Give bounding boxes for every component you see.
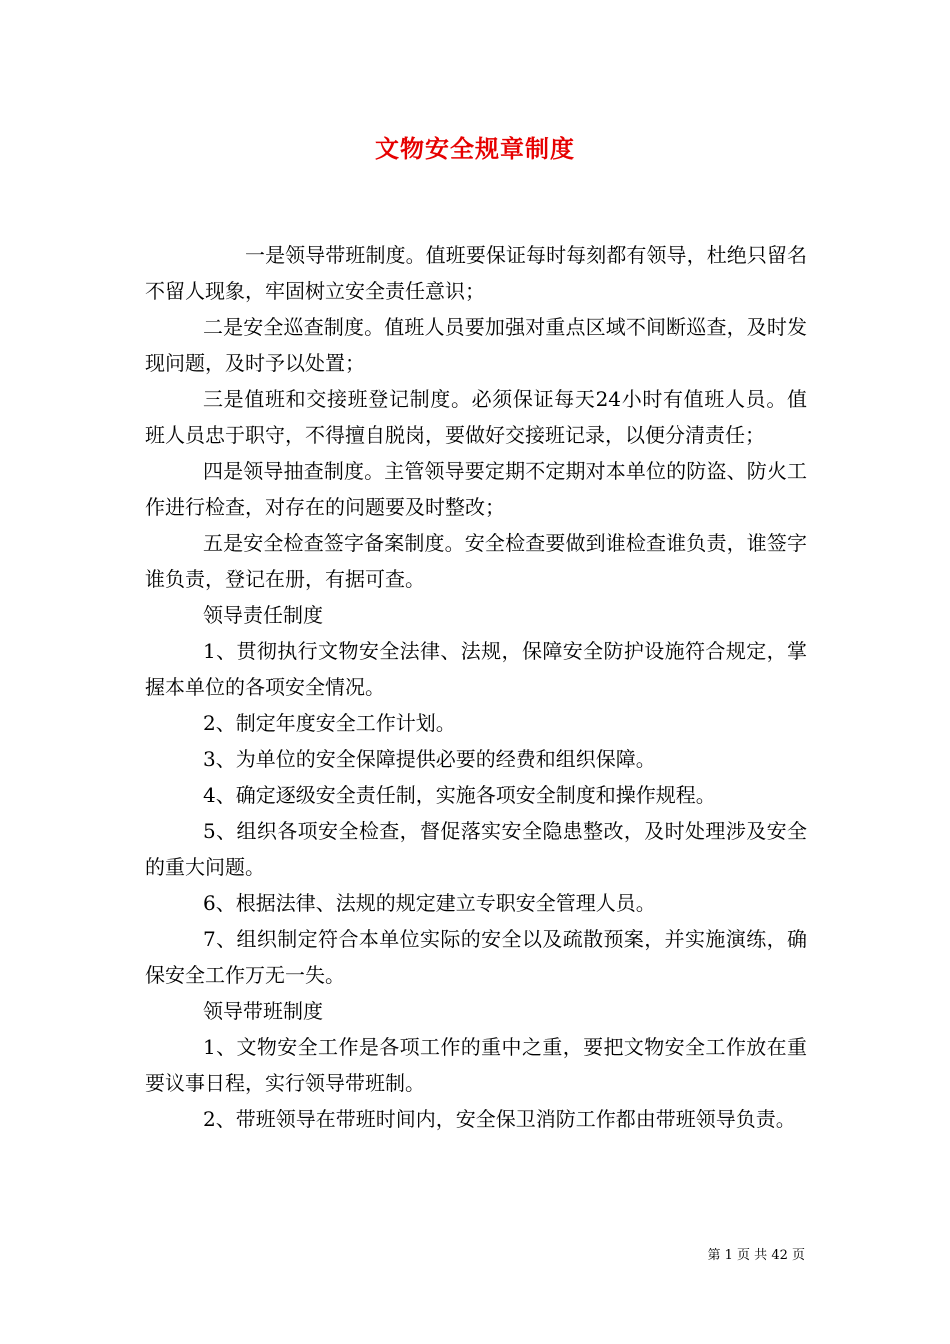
list-item: 5、组织各项安全检查，督促落实安全隐患整改，及时处理涉及安全的重大问题。 (145, 819, 807, 879)
list-item: 2、制定年度安全工作计划。 (203, 711, 456, 735)
page-number: 第 1 页 共 42 页 (707, 1248, 805, 1263)
section-heading: 领导责任制度 (203, 603, 323, 627)
list-item: 1、文物安全工作是各项工作的重中之重，要把文物安全工作放在重要议事日程，实行领导带班制。 (145, 1035, 807, 1095)
list-item: 6、根据法律、法规的规定建立专职安全管理人员。 (203, 891, 656, 915)
paragraph: 四是领导抽查制度。主管领导要定期不定期对本单位的防盗、防火工作进行检查，对存在的问题要及时整改； (145, 459, 807, 519)
list-item: 3、为单位的安全保障提供必要的经费和组织保障。 (203, 747, 656, 771)
list-item: 2、带班领导在带班时间内，安全保卫消防工作都由带班领导负责。 (203, 1107, 796, 1131)
paragraph: 三是值班和交接班登记制度。必须保证每天24小时有值班人员。值班人员忠于职守，不得擅自脱岗，要做好交接班记录，以便分清责任； (145, 387, 807, 447)
list-item: 4、确定逐级安全责任制，实施各项安全制度和操作规程。 (203, 783, 716, 807)
paragraph: 一是领导带班制度。值班要保证每时每刻都有领导，杜绝只留名不留人现象，牢固树立安全责任意识； (145, 243, 807, 303)
paragraph: 五是安全检查签字备案制度。安全检查要做到谁检查谁负责，谁签字谁负责，登记在册，有据可查。 (145, 531, 807, 591)
paragraph: 二是安全巡查制度。值班人员要加强对重点区域不间断巡查，及时发现问题，及时予以处置； (145, 315, 807, 375)
list-item: 1、贯彻执行文物安全法律、法规，保障安全防护设施符合规定，掌握本单位的各项安全情况。 (145, 639, 807, 699)
section-heading: 领导带班制度 (203, 999, 323, 1023)
document-title: 文物安全规章制度 (375, 134, 575, 163)
list-item: 7、组织制定符合本单位实际的安全以及疏散预案，并实施演练，确保安全工作万无一失。 (145, 927, 807, 987)
document-body (145, 237, 807, 1137)
